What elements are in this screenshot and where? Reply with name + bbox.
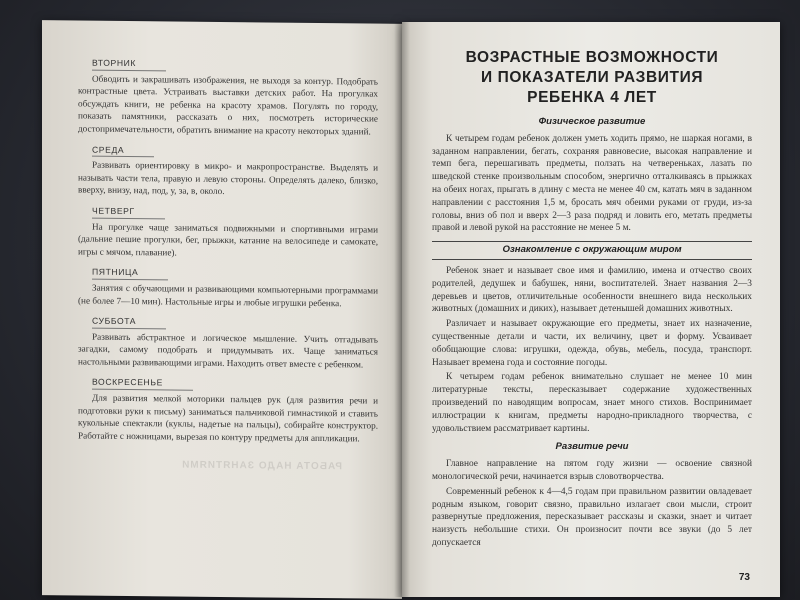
section-heading: Физическое развитие — [538, 116, 646, 127]
paragraph: Для развития мелкой моторики пальцев рук (для развития речи и подготовки руки к письму) заниматься пальчиковой гимнастикой и ставить кукольные спектакли (куклы, надетые на пальцы), собирайте конструктор. Работайте с ножницами, вырезая по контуру предметы для аппликации. — [78, 392, 378, 444]
day-heading: ЧЕТВЕРГ — [92, 205, 165, 219]
chapter-title-line: РЕБЕНКА 4 ЛЕТ — [527, 89, 657, 106]
paragraph: К четырем годам ребенок должен уметь ходить прямо, не шаркая ногами, в заданном направлении, бегать, сохраняя равновесие, высокая направление и темп бега, перешагивать предметы, ползать на четвереньках, лазать по шведской стенке произвольным способом, энергично отталкиваясь в прыжках на обеих ногах, прыгать в длину с места не менее 40 см, катать мяч в заданном направлении с расстояния 1,5 м, бросать мяч обеими руками от груди, из-за головы, вниз об пол и вверх 2—3 раза подряд и ловить его, метать предметы правой и левой рукой на расстояние не менее 5 м. — [432, 133, 752, 234]
paragraph: Ребенок знает и называет свое имя и фамилию, имена и отчество своих родителей, дедушек и бабушек, няни, воспитателей. Знает названия 2—3 деревьев и цветов, отличительные особенности внешнего вида нескольких животных (домашних и диких), называет детенышей домашних животных. — [432, 265, 752, 315]
chapter-title — [432, 48, 752, 108]
page-number: 73 — [738, 572, 750, 583]
chapter-title-line: ВОЗРАСТНЫЕ ВОЗМОЖНОСТИ — [465, 49, 719, 66]
book-gutter — [394, 22, 410, 597]
day-heading: ПЯТНИЦА — [92, 266, 168, 280]
bleed-through-text: РАБОТА НАДО ЗАНЯТИЯМИ — [181, 459, 342, 473]
paragraph: Современный ребенок к 4—4,5 годам при правильном развитии овладевает родным языком, говорит связно, правильно излагает свои мысли, строит развернутые предложения, пересказывает рассказы и сказки, знает и читает наизусть небольшие стихи. Он произносит почти все звуки (до 5 лет допускается — [432, 486, 752, 548]
chapter-title-line: И ПОКАЗАТЕЛИ РАЗВИТИЯ — [480, 69, 704, 86]
day-heading: ВОСКРЕСЕНЬЕ — [92, 376, 193, 391]
paragraph: Главное направление на пятом году жизни — освоение связной монологической речи, начинается взрыв словотворчества. — [432, 459, 752, 482]
paragraph: Развивать абстрактное и логическое мышление. Учить отгадывать загадки, самому подобрать и придумывать их. Чаще заниматься настольными развивающими играми. Находить ответ вместе с ребенком. — [78, 331, 378, 370]
paragraph: Обводить и закрашивать изображения, не выходя за контур. Подобрать контрастные цвета. Устраивать выставки детских работ. На прогулках обсуждать книги, не ребенка на красоту храмов. Погулять по городу, показать памятники, рассказать о них, посмотреть исторические достопримечательности, обратить внимание на красоту некоторых зданий. — [78, 73, 378, 137]
right-page — [402, 22, 780, 597]
section-heading: Развитие речи — [555, 441, 629, 453]
paragraph: Развивать ориентировку в микро- и макропространстве. Выделять и называть части тела, правую и левую стороны. Определять далеко, близко, вверху, внизу, над, под, у, за, в, около. — [78, 159, 378, 197]
day-heading: СУББОТА — [92, 315, 166, 329]
open-book — [42, 22, 780, 597]
section-heading: Ознакомление с окружающим миром — [432, 241, 752, 260]
day-heading: СРЕДА — [92, 143, 154, 157]
right-page-text — [432, 44, 752, 552]
paragraph: К четырем годам ребенок внимательно слушает не менее 10 мин литературные тексты, пересказывает содержание художественных произведений по наводящим вопросам, знает много стихов. Воспринимает иллюстрации к книгам, предметы народно-прикладного творчества, с удовольствием рассматривает картины. — [432, 372, 752, 434]
left-page — [42, 20, 402, 599]
paragraph: На прогулке чаще заниматься подвижными и спортивными играми (дальние пешие прогулки, бег, прыжки, катание на велосипеде и самокате, игры с мячом, плавание). — [78, 221, 378, 258]
right-sections — [432, 116, 752, 550]
paragraph: Различает и называет окружающие его предметы, знает их назначение, существенные детали и части, их величину, цвет и форму. Усваивает обобщающие слова: игрушки, одежда, обувь, мебель, посуда, транспорт. Называет времена года и состояние погоды. — [432, 319, 752, 368]
left-page-text — [78, 50, 378, 447]
paragraph: Занятия с обучающими и развивающими компьютерными программами (не более 7—10 мин). Настольные игры и любые игрушки ребенка. — [78, 282, 378, 308]
day-heading: ВТОРНИК — [92, 57, 166, 71]
